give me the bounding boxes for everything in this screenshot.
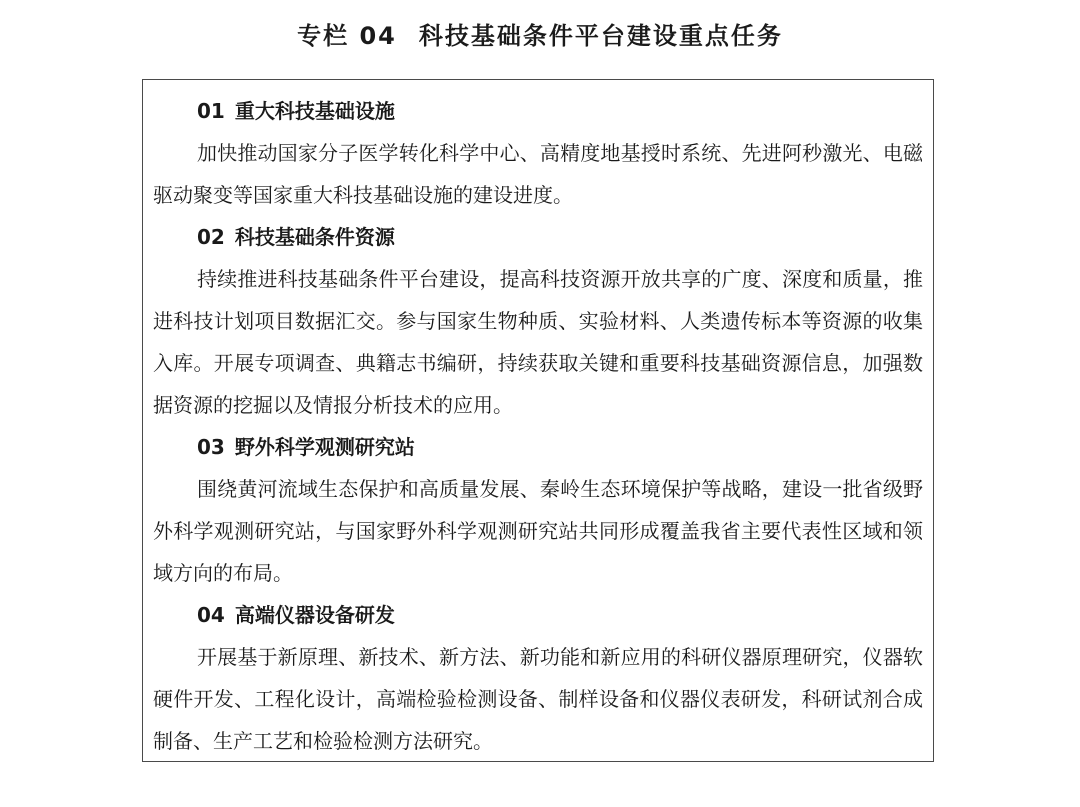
section-title: 科技基础条件资源 <box>234 225 395 249</box>
section-heading <box>153 594 923 636</box>
section-number: 03 <box>197 435 225 459</box>
section-number: 01 <box>197 99 225 123</box>
column-title: 科技基础条件平台建设重点任务 <box>418 22 783 50</box>
section-03 <box>153 426 923 594</box>
section-heading <box>153 90 923 132</box>
content-box <box>142 79 934 762</box>
section-body: 围绕黄河流域生态保护和高质量发展、秦岭生态环境保护等战略，建设一批省级野外科学观测研究站，与国家野外科学观测研究站共同形成覆盖我省主要代表性区域和领域方向的布局。 <box>153 477 923 585</box>
page-title <box>0 18 1080 54</box>
section-heading <box>153 426 923 468</box>
section-02 <box>153 216 923 426</box>
section-body: 加快推动国家分子医学转化科学中心、高精度地基授时系统、先进阿秒激光、电磁驱动聚变等国家重大科技基础设施的建设进度。 <box>153 141 923 207</box>
section-title: 重大科技基础设施 <box>234 99 395 123</box>
section-body: 开展基于新原理、新技术、新方法、新功能和新应用的科研仪器原理研究，仪器软硬件开发、工程化设计，高端检验检测设备、制样设备和仪器仪表研发，科研试剂合成制备、生产工艺和检验检测方法研究。 <box>153 645 923 753</box>
section-01 <box>153 90 923 216</box>
section-04 <box>153 594 923 762</box>
section-number: 04 <box>197 603 225 627</box>
section-body: 持续推进科技基础条件平台建设，提高科技资源开放共享的广度、深度和质量，推进科技计划项目数据汇交。参与国家生物种质、实验材料、人类遗传标本等资源的收集入库。开展专项调查、典籍志书编研，持续获取关键和重要科技基础资源信息，加强数据资源的挖掘以及情报分析技术的应用。 <box>153 267 923 417</box>
column-number: 专栏 04 <box>297 22 397 50</box>
section-title: 高端仪器设备研发 <box>234 603 395 627</box>
section-heading <box>153 216 923 258</box>
section-number: 02 <box>197 225 225 249</box>
section-title: 野外科学观测研究站 <box>234 435 415 459</box>
